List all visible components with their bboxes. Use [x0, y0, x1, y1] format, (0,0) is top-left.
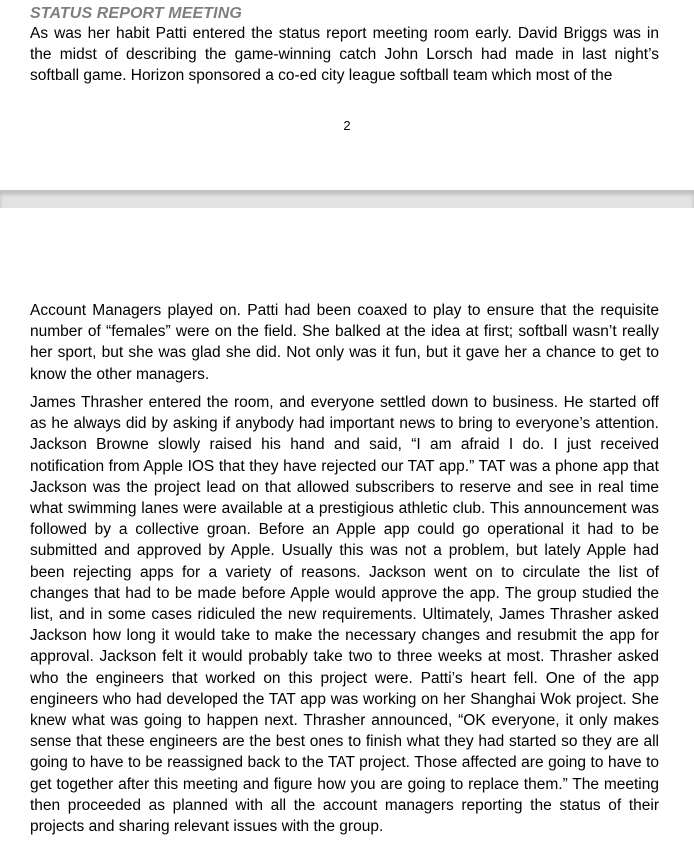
document-page-1 [0, 0, 694, 190]
body-paragraph: Account Managers played on. Patti had been coaxed to play to ensure that the requisite number of “females” were on the field. She balked at the idea at first; softball wasn’t really her sport, but she was glad she did. Not only was it fun, but it gave her a chance to get to know the other managers. [30, 302, 659, 383]
document-page-2 [0, 208, 694, 847]
body-paragraph: James Thrasher entered the room, and everyone settled down to business. He started off as he always did by asking if anybody had important news to bring to everyone’s attention. Jackson Browne slowly raised his hand and said, “I am afraid I do. I just received notification from Apple IOS that they have rejected our TAT app.” TAT was a phone app that Jackson was the project lead on that allowed subscribers to reserve and see in real time what swimming lanes were available at a prestigious athletic club. This announcement was followed by a collective groan. Before an Apple app could go operational it had to be submitted and approved by Apple. Usually this was not a problem, but lately Apple had been rejecting apps for a variety of reasons. Jackson went on to circulate the list of changes that had to be made before Apple would approve the app. The group studied the list, and in some cases ridiculed the new requirements. Ultimately, James Thrasher asked Jackson how long it would take to make the necessary changes and resubmit the app for approval. Jackson felt it would probably take two to three weeks at most. Thrasher asked who the engineers that worked on this project were. Patti’s heart fell. One of the app engineers who had developed the TAT app was working on her Shanghai Wok project. She knew what was going to happen next. Thrasher announced, “OK everyone, it only makes sense that these engineers are the best ones to finish what they had started so they are all going to have to be reassigned back to the TAT project. Those affected are going to have to get together after this meeting and figure how you are going to replace them.” The meeting then proceeded as planned with all the account managers reporting the status of their projects and sharing relevant issues with the group. [30, 394, 659, 836]
page-separator [0, 190, 694, 209]
body-paragraph: As was her habit Patti entered the status report meeting room early. David Briggs was in the midst of describing the game-winning catch John Lorsch had made in last night’s softball game. Horizon sponsored a co-ed city league softball team which most of the [30, 25, 659, 85]
page-number: 2 [343, 118, 351, 133]
section-heading: STATUS REPORT MEETING [30, 5, 242, 22]
